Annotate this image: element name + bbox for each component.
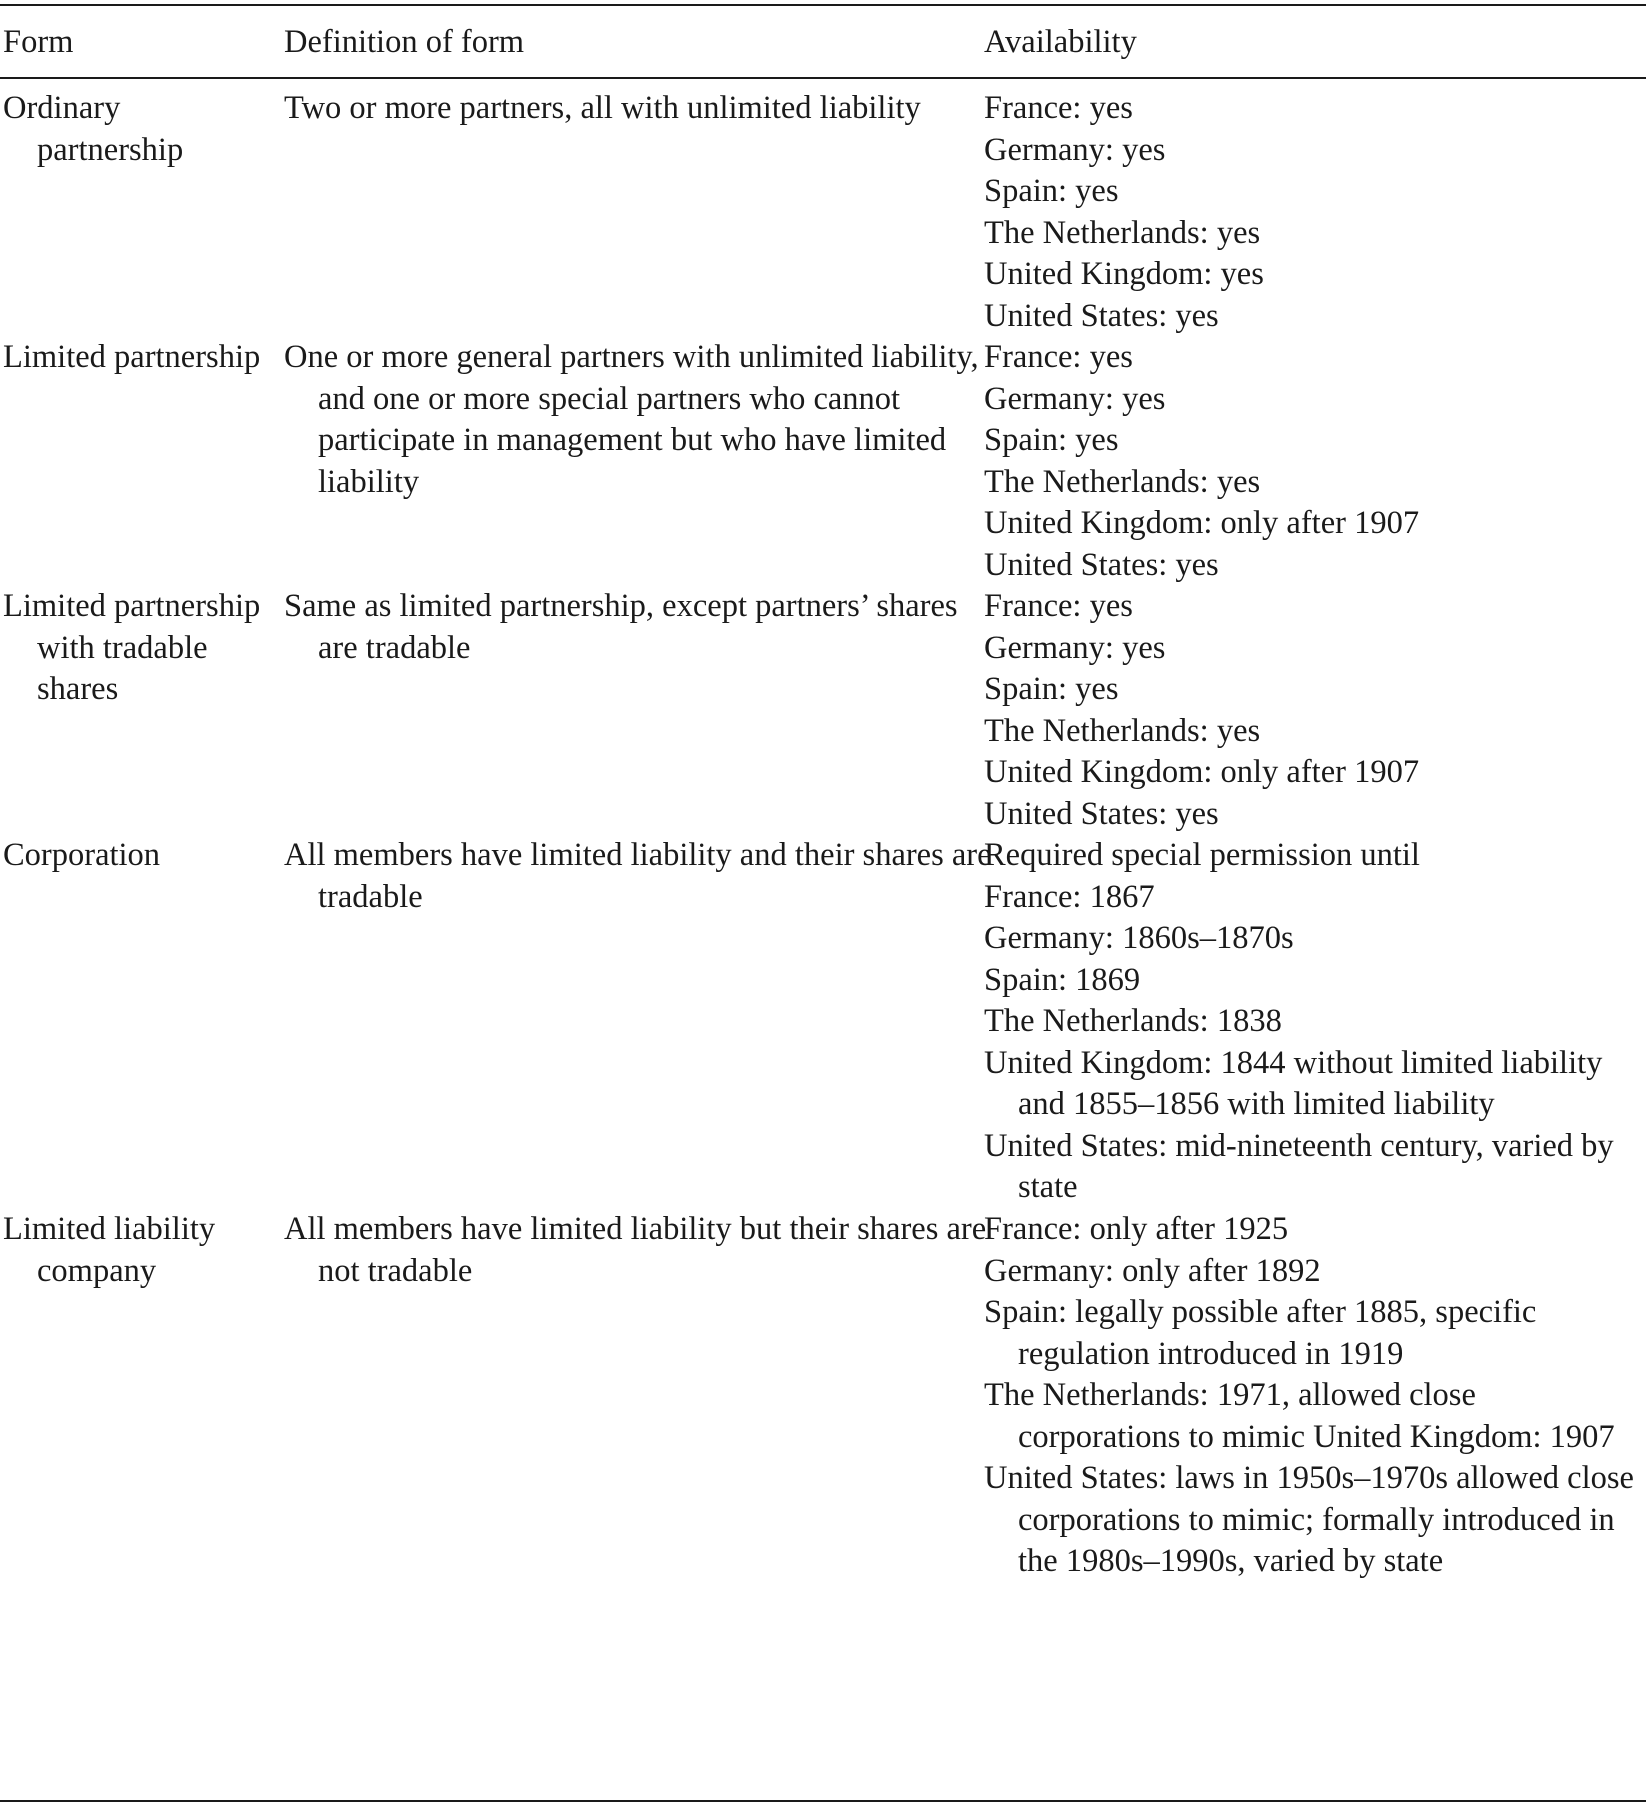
row-definition: One or more general partners with unlimited liability, and one or more special partners who cannot participate in management but who have limited liability	[284, 339, 979, 500]
availability-item: France: yes	[984, 339, 1133, 375]
availability-item: France: 1867	[984, 878, 1155, 915]
row-definition: All members have limited liability and their shares are tradable	[284, 837, 992, 915]
availability-item: The Netherlands: yes	[984, 712, 1261, 749]
availability-item: The Netherlands: yes	[984, 463, 1261, 500]
availability-item: Spain: legally possible after 1885, specific regulation introduced in 1919	[984, 1294, 1537, 1372]
row-form: Limited liability company	[3, 1211, 216, 1289]
availability-item: United Kingdom: yes	[984, 256, 1264, 292]
availability-item: Spain: yes	[984, 173, 1119, 209]
row-form: Ordinary partnership	[3, 90, 184, 168]
header-definition: Definition of form	[284, 24, 525, 60]
availability-item: France: yes	[984, 90, 1133, 126]
header-form: Form	[3, 24, 74, 60]
availability-item: Spain: yes	[984, 671, 1119, 707]
header-rule	[0, 77, 1646, 79]
availability-item: United States: mid-nineteenth century, varied by state	[984, 1127, 1614, 1205]
row-definition: All members have limited liability but their shares are not tradable	[284, 1211, 987, 1289]
table-bottom-rule	[0, 1800, 1646, 1802]
row-availability	[984, 835, 1644, 1209]
availability-item: The Netherlands: 1971, allowed close corporations to mimic United Kingdom: 1907	[984, 1377, 1615, 1455]
availability-item: Germany: yes	[984, 380, 1166, 417]
availability-item: Required special permission until	[984, 837, 1420, 873]
row-form: Limited partnership with tradable shares	[3, 588, 261, 707]
row-form: Limited partnership	[3, 339, 261, 375]
availability-item: The Netherlands: yes	[984, 214, 1261, 251]
availability-item: Germany: yes	[984, 131, 1166, 168]
row-availability	[984, 88, 1644, 337]
availability-item: Spain: yes	[984, 422, 1119, 458]
row-definition: Same as limited partnership, except partners’ shares are tradable	[284, 588, 958, 666]
row-form: Corporation	[3, 837, 161, 873]
availability-item: United States: laws in 1950s–1970s allowed close corporations to mimic; formally introduced in the 1980s–1990s, varied by state	[984, 1460, 1634, 1579]
availability-item: United States: yes	[984, 795, 1219, 832]
availability-item: United Kingdom: 1844 without limited liability and 1855–1856 with limited liability	[984, 1044, 1603, 1122]
availability-item: United States: yes	[984, 546, 1219, 583]
row-definition: Two or more partners, all with unlimited liability	[284, 90, 921, 126]
row-availability	[984, 337, 1644, 586]
row-availability	[984, 1209, 1644, 1583]
table-top-rule	[0, 4, 1646, 6]
row-availability	[984, 586, 1644, 835]
availability-item: Spain: 1869	[984, 961, 1141, 998]
availability-item: Germany: yes	[984, 629, 1166, 666]
header-availability: Availability	[984, 24, 1137, 60]
availability-item: United Kingdom: only after 1907	[984, 505, 1420, 541]
availability-item: United Kingdom: only after 1907	[984, 754, 1420, 790]
availability-item: France: only after 1925	[984, 1211, 1289, 1247]
availability-item: Germany: only after 1892	[984, 1252, 1321, 1289]
availability-item: France: yes	[984, 588, 1133, 624]
availability-item: Germany: 1860s–1870s	[984, 920, 1294, 956]
availability-item: The Netherlands: 1838	[984, 1003, 1282, 1039]
availability-item: United States: yes	[984, 297, 1219, 334]
